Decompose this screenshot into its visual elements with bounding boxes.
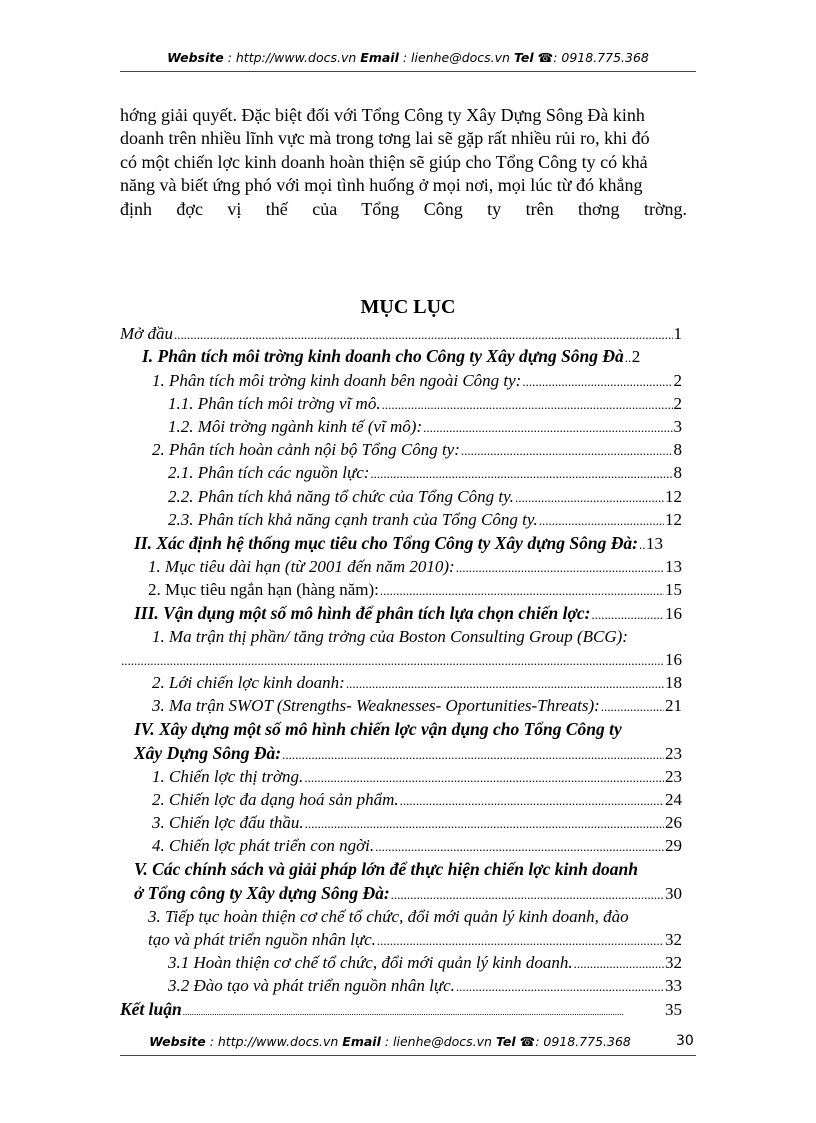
header-website-label: Website — [167, 50, 224, 65]
toc-entry-text: 2. Chiến lợc đa dạng hoá sản phẩm. — [152, 790, 399, 809]
toc-entry-page: 35 — [665, 1000, 682, 1019]
toc-entry-page: 16 — [665, 650, 682, 669]
toc-entry-4-2[interactable] — [152, 790, 682, 810]
footer-email-label: Email — [342, 1034, 381, 1049]
toc-entry-4-4[interactable] — [152, 836, 682, 856]
toc-entry-intro[interactable] — [120, 324, 682, 344]
toc-entry-4-3[interactable] — [152, 813, 682, 833]
toc-entry-section-5-cont[interactable] — [134, 883, 682, 904]
toc-entry-text: 2.2. Phân tích khả năng tổ chức của Tổng Công ty. — [168, 487, 514, 506]
footer-tel-label: Tel — [495, 1034, 516, 1049]
footer-website-link[interactable]: : http://www.docs.vn — [209, 1034, 339, 1049]
page-footer — [120, 1034, 660, 1049]
toc-leader-dots — [461, 443, 673, 459]
toc-leader-dots — [121, 653, 664, 669]
toc-entry-text: 1. Phân tích môi trờng kinh doanh bên ngoài Công ty: — [152, 371, 522, 390]
toc-leader-dots — [639, 537, 645, 553]
toc-entry-page: 29 — [665, 836, 682, 855]
toc-entry-page: 2 — [673, 394, 682, 413]
toc-leader-dots — [305, 816, 664, 832]
toc-entry-3-2[interactable] — [152, 673, 682, 693]
toc-entry-1-2[interactable] — [168, 417, 682, 437]
toc-leader-dots — [515, 490, 664, 506]
toc-entry-page: 30 — [665, 884, 682, 903]
toc-entry-text: Mở đầu — [120, 324, 173, 343]
toc-entry-text: 3.1 Hoàn thiện cơ chế tổ chức, đổi mới quản lý kinh doanh. — [168, 953, 573, 972]
toc-entry-text: 1.2. Môi trờng ngành kinh tế (vĩ mô): — [168, 417, 423, 436]
footer-email-link[interactable]: : lienhe@docs.vn — [384, 1034, 492, 1049]
toc-entry-text: 1. Mục tiêu dài hạn (từ 2001 đến năm 2010): — [148, 557, 455, 576]
toc-leader-dots — [380, 583, 664, 599]
toc-entry-text: Kết luận — [120, 999, 182, 1019]
toc-leader-dots — [183, 1007, 664, 1017]
toc-entry-text: 3. Chiến lợc đấu thầu. — [152, 813, 304, 832]
intro-paragraph — [120, 104, 687, 221]
header-website-link[interactable]: : http://www.docs.vn — [227, 50, 357, 65]
toc-leader-dots — [400, 793, 664, 809]
toc-leader-dots — [370, 466, 672, 482]
header-email-link[interactable]: : lienhe@docs.vn — [402, 50, 510, 65]
toc-entry-page: 32 — [665, 930, 682, 949]
toc-entry-3-3[interactable] — [152, 696, 682, 716]
toc-leader-dots — [539, 513, 664, 529]
header-rule — [120, 71, 696, 72]
toc-entry-page: 24 — [665, 790, 682, 809]
toc-leader-dots — [377, 933, 664, 949]
footer-rule — [120, 1055, 696, 1056]
toc-leader-dots — [382, 397, 673, 413]
toc-entry-page: 18 — [665, 673, 682, 692]
toc-entry-page: 26 — [665, 813, 682, 832]
toc-entry-page: 8 — [673, 440, 682, 459]
toc-entry-section-4-cont[interactable] — [134, 743, 682, 764]
toc-entry-text: 2. Phân tích hoàn cảnh nội bộ Tổng Công ty: — [152, 440, 460, 459]
toc-entry-page: 1 — [673, 324, 682, 343]
toc-entry-2-short-term[interactable] — [148, 580, 682, 600]
toc-entry-text: 2.1. Phân tích các nguồn lực: — [168, 463, 370, 482]
toc-leader-dots — [574, 956, 664, 972]
toc-entry-text: III. Vận dụng một số mô hình để phân tích lựa chọn chiến lợc: — [134, 603, 591, 623]
page-header — [120, 50, 696, 65]
toc-leader-dots — [375, 839, 664, 855]
toc-entry-5-3-2[interactable] — [168, 976, 682, 996]
toc-title: MỤC LỤC — [360, 296, 456, 318]
toc-entry-text: 2. Mục tiêu ngắn hạn (hàng năm): — [148, 580, 379, 599]
toc-entry-2-3[interactable] — [168, 510, 682, 530]
toc-entry-text: tạo và phát triển nguồn nhân lực. — [148, 930, 376, 949]
toc-leader-dots — [456, 560, 664, 576]
toc-entry-text: 2. Lới chiến lợc kinh doanh: — [152, 673, 345, 692]
toc-entry-section-1[interactable] — [142, 346, 682, 367]
phone-icon: ☎ — [519, 1034, 536, 1049]
toc-entry-text: ở Tổng công ty Xây dựng Sông Đà: — [134, 883, 390, 903]
toc-entry-text: I. Phân tích môi trờng kinh doanh cho Công ty Xây dựng Sông Đà — [142, 346, 624, 366]
toc-entry-2-1[interactable] — [168, 463, 682, 483]
toc-entry-text: 1. Chiến lợc thị trờng. — [152, 767, 304, 786]
toc-entry-2[interactable] — [152, 440, 682, 460]
toc-entry-page: 15 — [665, 580, 682, 599]
toc-entry-section-5[interactable]: V. Các chính sách và giải pháp lớn để thực hiện chiến lợc kinh doanh — [134, 859, 638, 879]
footer-tel-value: : 0918.775.368 — [535, 1034, 631, 1049]
toc-entry-text: 4. Chiến lợc phát triển con ngời. — [152, 836, 375, 855]
header-email-label: Email — [360, 50, 399, 65]
toc-leader-dots — [304, 770, 664, 786]
toc-entry-page: 13 — [645, 534, 663, 553]
paragraph-line: năng và biết ứng phó với mọi tình huống ở mọi nơi, mọi lúc từ đó khẳng — [120, 175, 643, 196]
toc-leader-dots — [456, 979, 664, 995]
toc-leader-dots — [282, 747, 664, 763]
toc-entry-page: 2 — [631, 347, 641, 366]
toc-entry-page: 2 — [673, 371, 682, 390]
toc-entry-page: 23 — [665, 767, 682, 786]
toc-leader-dots — [522, 374, 672, 390]
header-tel-label: Tel — [513, 50, 534, 65]
footer-website-label: Website — [149, 1034, 206, 1049]
toc-entry-page: 12 — [665, 487, 682, 506]
toc-entry-1[interactable] — [152, 371, 682, 391]
toc-entry-text: 3. Ma trận SWOT (Strengths- Weaknesses- Oportunities-Threats): — [152, 696, 600, 715]
toc-entry-page: 8 — [673, 463, 682, 482]
toc-entry-page: 13 — [665, 557, 682, 576]
toc-entry-page: 3 — [673, 417, 682, 436]
toc-entry-page: 21 — [665, 696, 682, 715]
toc-entry-5-3-1[interactable] — [168, 953, 682, 973]
toc-entry-3-1-cont — [120, 650, 682, 670]
toc-entry-page: 23 — [665, 744, 682, 763]
toc-entry-section-3[interactable] — [134, 603, 682, 624]
toc-entry-page: 12 — [665, 510, 682, 529]
header-tel-value: : 0918.775.368 — [553, 50, 649, 65]
page-number: 30 — [676, 1033, 694, 1049]
toc-leader-dots — [391, 887, 664, 903]
paragraph-line: có một chiến lợc kinh doanh hoàn thiện sẽ giúp cho Tổng Công ty có khả — [120, 151, 648, 172]
toc-entry-5-3[interactable]: 3. Tiếp tục hoàn thiện cơ chế tổ chức, đổi mới quản lý kinh doanh, đào — [148, 907, 629, 926]
toc-entry-text: Xây Dựng Sông Đà: — [134, 743, 282, 763]
toc-leader-dots — [423, 420, 672, 436]
toc-leader-dots — [174, 327, 673, 343]
toc-entry-text: 1.1. Phân tích môi trờng vĩ mô. — [168, 394, 381, 413]
paragraph-line: hớng giải quyết. Đặc biệt đối với Tổng Công ty Xây Dựng Sông Đà kinh — [120, 105, 645, 125]
paragraph-line: doanh trên nhiều lĩnh vực mà trong tơng lai sẽ gặp rất nhiều rủi ro, khi đó — [120, 128, 650, 149]
toc-leader-dots — [625, 350, 631, 366]
toc-entry-page: 33 — [665, 976, 682, 995]
toc-entry-conclusion[interactable] — [120, 999, 682, 1020]
toc-entry-1-1[interactable] — [168, 394, 682, 414]
toc-entry-2-2[interactable] — [168, 487, 682, 507]
toc-entry-section-2[interactable] — [134, 533, 682, 554]
toc-entry-5-3-cont[interactable] — [148, 930, 682, 950]
toc-entry-text: 2.3. Phân tích khả năng cạnh tranh của Tổng Công ty. — [168, 510, 538, 529]
toc-leader-dots — [592, 607, 664, 623]
toc-entry-page: 16 — [665, 604, 682, 623]
toc-leader-dots — [346, 676, 664, 692]
phone-icon: ☎ — [537, 50, 554, 65]
toc-entry-2-long-term[interactable] — [148, 557, 682, 577]
toc-entry-page: 32 — [665, 953, 682, 972]
toc-entry-section-4[interactable]: IV. Xây dựng một số mô hình chiến lợc vận dụng cho Tổng Công ty — [134, 719, 622, 739]
paragraph-line: định đợc vị thế của Tổng Công ty trên thơng trờng. — [120, 198, 687, 219]
toc-entry-text: II. Xác định hệ thống mục tiêu cho Tổng Công ty Xây dựng Sông Đà: — [134, 533, 638, 553]
toc-entry-text: 3.2 Đào tạo và phát triển nguồn nhân lực. — [168, 976, 455, 995]
toc-entry-3-1[interactable]: 1. Ma trận thị phần/ tăng trởng của Boston Consulting Group (BCG): — [152, 627, 628, 646]
toc-entry-4-1[interactable] — [152, 767, 682, 787]
toc-leader-dots — [601, 699, 664, 715]
